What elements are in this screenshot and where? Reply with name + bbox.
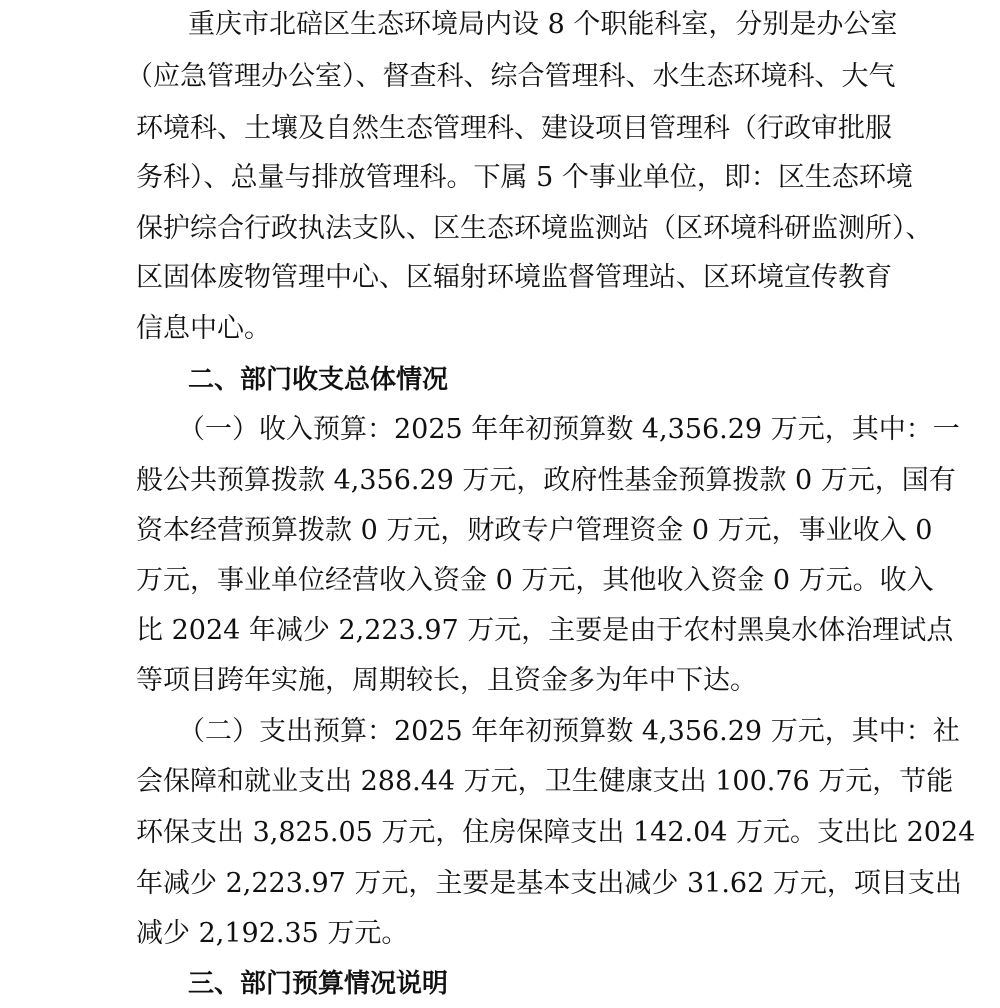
paragraph-intro-line-4: 务科）、总量与排放管理科。下属 5 个事业单位，即：区生态环境 [136,162,913,193]
paragraph-intro-line-1: 重庆市北碚区生态环境局内设 8 个职能科室，分别是办公室 [188,9,898,40]
paragraph-intro-line-3: 环境科、土壤及自然生态管理科、建设项目管理科（行政审批服 [136,113,892,144]
paragraph-income-line-4: 万元，事业单位经营收入资金 0 万元，其他收入资金 0 万元。收入 [136,565,934,596]
paragraph-expense-line-4: 年减少 2,223.97 万元，主要是基本支出减少 31.62 万元，项目支出 [136,868,962,899]
paragraph-income-line-5: 比 2024 年减少 2,223.97 万元，主要是由于农村黑臭水体治理试点 [136,615,954,646]
section-heading-3: 三、部门预算情况说明 [188,969,449,999]
paragraph-income-line-2: 般公共预算拨款 4,356.29 万元，政府性基金预算拨款 0 万元，国有 [136,465,956,496]
paragraph-expense-line-1: （二）支出预算：2025 年年初预算数 4,356.29 万元，其中：社 [178,716,960,747]
paragraph-income-line-3: 资本经营预算拨款 0 万元，财政专户管理资金 0 万元，事业收入 0 [136,515,933,546]
paragraph-expense-line-5: 减少 2,192.35 万元。 [136,918,409,949]
paragraph-intro-line-2: （应急管理办公室）、督查科、综合管理科、水生态环境科、大气 [126,61,896,92]
section-heading-2: 二、部门收支总体情况 [188,365,449,395]
paragraph-income-line-1: （一）收入预算：2025 年年初预算数 4,356.29 万元，其中：一 [178,414,960,445]
paragraph-expense-line-3: 环保支出 3,825.05 万元，住房保障支出 142.04 万元。支出比 2024 [136,817,976,848]
paragraph-intro-line-5: 保护综合行政执法支队、区生态环境监测站（区环境科研监测所）、 [136,213,933,244]
paragraph-intro-line-7: 信息中心。 [136,313,271,344]
paragraph-intro-line-6: 区固体废物管理中心、区辐射环境监督管理站、区环境宣传教育 [136,262,892,293]
paragraph-income-line-6: 等项目跨年实施，周期较长，且资金多为年中下达。 [136,665,757,696]
paragraph-expense-line-2: 会保障和就业支出 288.44 万元，卫生健康支出 100.76 万元，节能 [136,766,954,797]
